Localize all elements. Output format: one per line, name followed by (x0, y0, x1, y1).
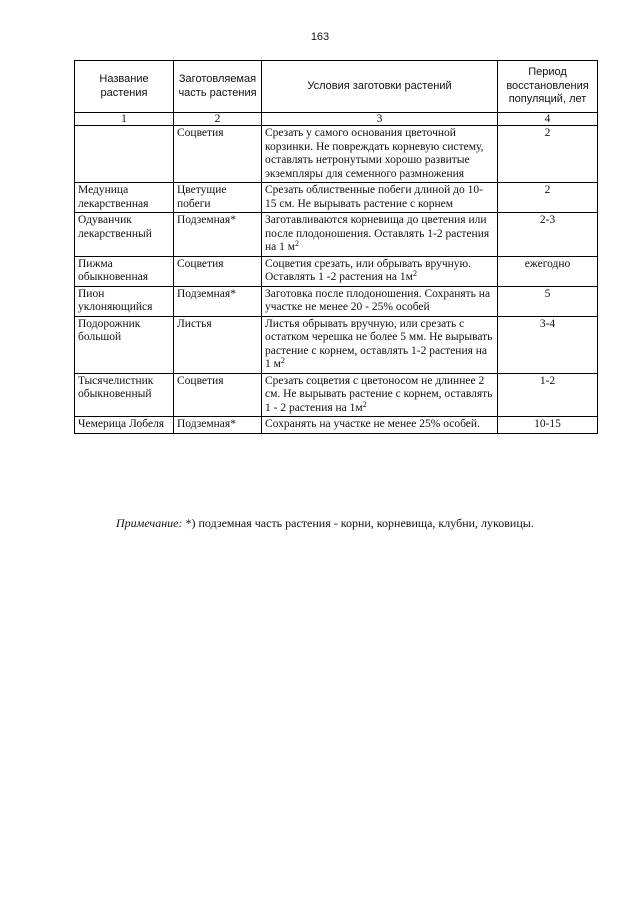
recovery-period-cell: ежегодно (498, 256, 598, 286)
recovery-period-cell: 5 (498, 286, 598, 316)
recovery-period-cell: 2 (498, 126, 598, 183)
footnote-label: Примечание: (116, 516, 183, 530)
plant-name-cell (75, 126, 174, 183)
plant-name-cell: Подорожник большой (75, 316, 174, 373)
footnote-text: *) подземная часть растения - корни, корневища, клубни, луковицы. (182, 516, 534, 530)
square-meter-superscript: 2 (280, 356, 285, 365)
conditions-text: Срезать соцветия с цветоносом не длиннее 2 см. Не вырывать растение с корнем, оставлять 1 - 2 растения на 1м (265, 374, 493, 414)
header-harvest-conditions: Условия заготовки растений (262, 61, 498, 113)
plant-name-cell: Одуванчик лекарственный (75, 213, 174, 257)
square-meter-superscript: 2 (412, 269, 417, 278)
conditions-text: Заготавливаются корневища до цветения или после плодоношения. Оставлять 1-2 растения на 1 м (265, 214, 490, 253)
plant-name-cell: Тысячелистник обыкновенный (75, 373, 174, 417)
square-meter-superscript: 2 (295, 239, 300, 248)
harvest-conditions-cell (262, 126, 498, 183)
plant-name-cell: Чемерица Лобеля (75, 417, 174, 434)
harvested-part-cell: Листья (174, 316, 262, 373)
column-number: 3 (262, 113, 498, 126)
table-row (75, 213, 598, 257)
plant-name-cell: Пижма обыкновенная (75, 256, 174, 286)
harvest-conditions-cell (262, 213, 498, 257)
recovery-period-cell: 3-4 (498, 316, 598, 373)
harvest-conditions-cell (262, 256, 498, 286)
table-row (75, 126, 598, 183)
recovery-period-cell: 1-2 (498, 373, 598, 417)
conditions-text: Соцветия срезать, или обрывать вручную. Оставлять 1 -2 растения на 1м (265, 257, 472, 283)
harvested-part-cell: Подземная* (174, 213, 262, 257)
recovery-period-cell: 10-15 (498, 417, 598, 434)
table-row (75, 183, 598, 213)
header-recovery-period: Период восстановления популяций, лет (498, 61, 598, 113)
table-header-row (75, 61, 598, 113)
column-number: 1 (75, 113, 174, 126)
harvest-conditions-cell (262, 417, 498, 434)
conditions-text: Сохранять на участке не менее 25% особей. (265, 418, 480, 430)
conditions-text: Заготовка после плодоношения. Сохранять на участке не менее 20 - 25% особей (265, 287, 491, 313)
conditions-text: Листья обрывать вручную, или срезать с остатком черешка не более 5 мм. Не вырывать растение с корнем, оставлять 1-2 растения на 1 м (265, 317, 493, 370)
column-number: 4 (498, 113, 598, 126)
harvest-conditions-cell (262, 316, 498, 373)
conditions-text: Срезать у самого основания цветочной корзинки. Не повреждать корневую систему, оставлять нетронутыми хорошо развитые экземпляры для семенного размножения (265, 127, 484, 180)
plant-name-cell: Пион уклоняющийся (75, 286, 174, 316)
harvested-part-cell: Соцветия (174, 373, 262, 417)
table-row (75, 373, 598, 417)
recovery-period-cell: 2-3 (498, 213, 598, 257)
table-row (75, 286, 598, 316)
plants-table (74, 60, 598, 434)
plant-name-cell: Медуница лекарственная (75, 183, 174, 213)
harvested-part-cell: Соцветия (174, 256, 262, 286)
harvested-part-cell: Соцветия (174, 126, 262, 183)
header-harvested-part: Заготовляемая часть растения (174, 61, 262, 113)
conditions-text: Срезать облиственные побеги длиной до 10-15 см. Не вырывать растение с корнем (265, 184, 483, 210)
harvested-part-cell: Подземная* (174, 286, 262, 316)
table-row (75, 256, 598, 286)
harvested-part-cell: Подземная* (174, 417, 262, 434)
harvest-conditions-cell (262, 373, 498, 417)
table-body (75, 113, 598, 434)
column-number: 2 (174, 113, 262, 126)
page-number: 163 (310, 31, 330, 43)
column-number-row (75, 113, 598, 126)
square-meter-superscript: 2 (362, 399, 367, 409)
table-row (75, 417, 598, 434)
recovery-period-cell: 2 (498, 183, 598, 213)
harvested-part-cell: Цветущие побеги (174, 183, 262, 213)
table-row (75, 316, 598, 373)
harvest-conditions-cell (262, 183, 498, 213)
plants-table-container (74, 60, 597, 434)
footnote (116, 516, 616, 530)
harvest-conditions-cell (262, 286, 498, 316)
header-plant-name: Название растения (75, 61, 174, 113)
